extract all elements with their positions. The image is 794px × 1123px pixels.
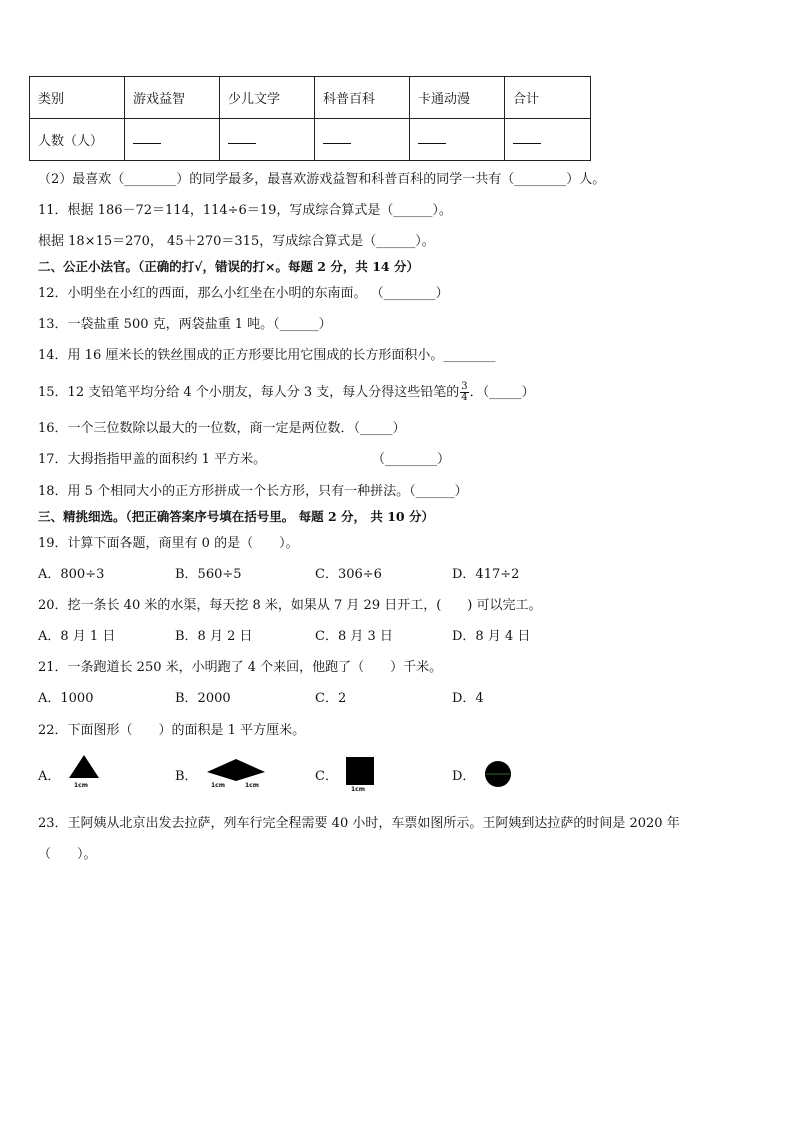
- question-17-blank: （________）: [372, 452, 451, 467]
- question-17: 17．大拇指指甲盖的面积约 1 平方米。: [38, 452, 267, 467]
- unit-label: 1cm: [211, 782, 225, 789]
- table-answer-cell[interactable]: [315, 119, 410, 161]
- question-15: [38, 382, 535, 403]
- question-12: 12．小明坐在小红的西面，那么小红坐在小明的东南面。 （________）: [38, 286, 449, 301]
- table-header-cell: 类别: [30, 77, 125, 119]
- q22-option-b: B．: [175, 769, 198, 784]
- q20-option-a: A．8 月 1 日: [38, 629, 116, 644]
- question-14: 14．用 16 厘米长的铁丝围成的正方形要比用它围成的长方形面积小。________: [38, 348, 496, 363]
- triangle-icon: [67, 754, 101, 782]
- answer-blank[interactable]: [513, 131, 541, 144]
- square-shape: [345, 756, 377, 794]
- q21-option-c: C．2: [315, 691, 347, 706]
- q21-option-b: B．2000: [175, 691, 231, 706]
- q20-option-b: B．8 月 2 日: [175, 629, 253, 644]
- question-19: 19．计算下面各题，商里有 0 的是（ ）。: [38, 536, 299, 551]
- rhombus-icon: [205, 758, 267, 782]
- question-15-text: 15．12 支铅笔平均分给 4 个小朋友，每人分 3 支，每人分得这些铅笔的: [38, 385, 460, 400]
- question-23: 23．王阿姨从北京出发去拉萨，列车行完全程需要 40 小时，车票如图所示。王阿姨到达拉萨的时间是 2020 年: [38, 816, 680, 831]
- table-header-cell: 合计: [505, 77, 591, 119]
- q20-option-c: C．8 月 3 日: [315, 629, 393, 644]
- question-22: 22．下面图形（ ）的面积是 1 平方厘米。: [38, 723, 306, 738]
- question-15-blank: ．（_____）: [469, 385, 535, 400]
- question-21: 21．一条跑道长 250 米，小明跑了 4 个来回，他跑了（ ）千米。: [38, 660, 443, 675]
- q20-option-d: D．8 月 4 日: [452, 629, 531, 644]
- section-3-heading: 三、精挑细选。（把正确答案序号填在括号里。 每题 2 分， 共 10 分）: [38, 509, 434, 524]
- question-16: 16．一个三位数除以最大的一位数，商一定是两位数．（_____）: [38, 421, 406, 436]
- table-header-cell: 卡通动漫: [410, 77, 505, 119]
- triangle-shape: [67, 754, 101, 792]
- unit-label: 1cm: [245, 782, 259, 789]
- circle-shape: [483, 759, 515, 791]
- question-13: 13．一袋盐重 500 克，两袋盐重 1 吨。（______）: [38, 317, 332, 332]
- table-header-cell: 少儿文学: [220, 77, 315, 119]
- unit-label: 1cm: [74, 782, 88, 789]
- rhombus-shape: [205, 758, 267, 792]
- table-answer-cell[interactable]: [125, 119, 220, 161]
- table-row: [30, 119, 591, 161]
- q22-option-c: C．: [315, 769, 338, 784]
- question-11: 11．根据 186－72＝114，114÷6＝19，写成综合算式是（______）。: [38, 203, 452, 218]
- q21-option-a: A．1000: [38, 691, 94, 706]
- answer-blank[interactable]: [133, 131, 161, 144]
- answer-blank[interactable]: [228, 131, 256, 144]
- q19-option-c: C．306÷6: [315, 567, 382, 582]
- fraction-numerator: 3: [461, 381, 468, 392]
- q21-option-d: D．4: [452, 691, 484, 706]
- question-11-part-2: 根据 18×15＝270， 45＋270＝315，写成综合算式是（______）。: [38, 234, 435, 249]
- answer-blank[interactable]: [323, 131, 351, 144]
- table-header-row: [30, 77, 591, 119]
- fraction-denominator: 4: [461, 392, 468, 403]
- table-answer-cell[interactable]: [220, 119, 315, 161]
- table-header-cell: 游戏益智: [125, 77, 220, 119]
- q19-option-b: B．560÷5: [175, 567, 242, 582]
- table-header-cell: 科普百科: [315, 77, 410, 119]
- question-20: 20．挖一条长 40 米的水渠，每天挖 8 米，如果从 7 月 29 日开工，( ) 可以完工。: [38, 598, 542, 613]
- question-10-part-2: （2）最喜欢（________）的同学最多，最喜欢游戏益智和科普百科的同学一共有（________）人。: [38, 172, 606, 187]
- q19-option-d: D．417÷2: [452, 567, 520, 582]
- unit-label: 1cm: [351, 786, 365, 793]
- q22-option-a: A．: [38, 769, 61, 784]
- question-23-part-2: （ ）。: [38, 847, 97, 862]
- table-row-label: 人数（人）: [30, 119, 125, 161]
- circle-icon: [483, 759, 513, 789]
- table-answer-cell[interactable]: [505, 119, 591, 161]
- square-icon: [345, 756, 375, 786]
- q22-option-d: D．: [452, 769, 476, 784]
- table-answer-cell[interactable]: [410, 119, 505, 161]
- question-18: 18．用 5 个相同大小的正方形拼成一个长方形，只有一种拼法。（______）: [38, 484, 468, 499]
- q19-option-a: A．800÷3: [38, 567, 105, 582]
- book-preference-table: [29, 76, 591, 161]
- fraction-three-quarters: [460, 382, 468, 403]
- answer-blank[interactable]: [418, 131, 446, 144]
- section-2-heading: 二、公正小法官。（正确的打√，错误的打×。每题 2 分，共 14 分）: [38, 259, 419, 274]
